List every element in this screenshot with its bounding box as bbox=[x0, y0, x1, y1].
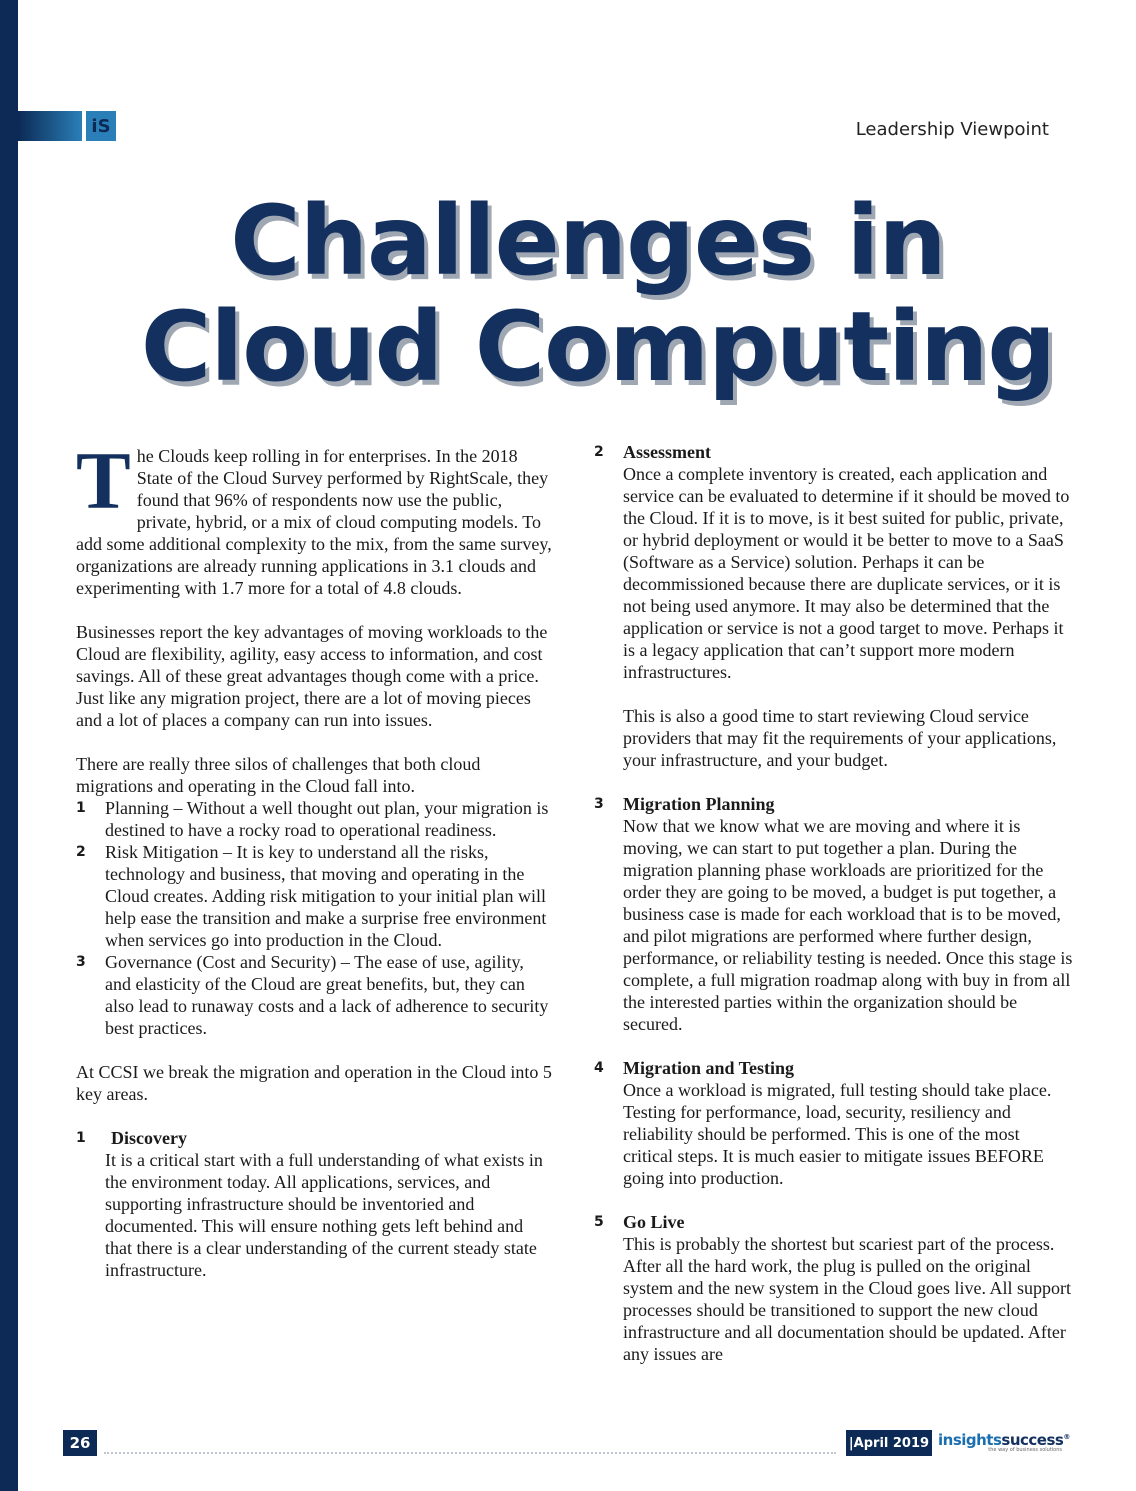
list-number: 2 bbox=[76, 844, 86, 860]
key-area-text: Once a workload is migrated, full testing should take place. Testing for performance, load, security, resiliency and reliability should be performed. This is one of the most critical steps. It is much easier to mitigate issues BEFORE going into production. bbox=[623, 1080, 1052, 1188]
header-gradient-strip bbox=[18, 111, 82, 141]
key-areas-intro: At CCSI we break the migration and operation in the Cloud into 5 key areas. bbox=[76, 1062, 552, 1104]
key-area-assessment bbox=[594, 441, 1074, 771]
key-area-heading: Discovery bbox=[111, 1128, 187, 1148]
magazine-logo-text: iS bbox=[91, 115, 111, 137]
page-number: 26 bbox=[63, 1430, 97, 1456]
key-area-migration-planning bbox=[594, 793, 1074, 1035]
silos-block bbox=[76, 753, 554, 1039]
list-item bbox=[76, 951, 554, 1039]
title-line-1: Challenges in bbox=[230, 185, 946, 297]
brand-wordmark: insightssuccess® bbox=[938, 1431, 1070, 1449]
right-column bbox=[594, 441, 1074, 1387]
key-area-heading: Migration Planning bbox=[623, 794, 775, 814]
key-area-text: Now that we know what we are moving and where it is moving, we can start to put together a plan. During the migration planning phase workloads are prioritized for the order they are going to be moved, a budget is put together, a business case is made for each workload that is to be moved, and pilot migrations are performed where further design, performance, or reliability testing is needed. Once this stage is complete, a full migration roadmap along with buy in from all the interested parties within the organization should be secured. bbox=[623, 816, 1073, 1034]
list-number: 3 bbox=[76, 954, 86, 970]
intro-paragraph bbox=[76, 435, 554, 599]
key-area-heading: Assessment bbox=[623, 442, 711, 462]
key-area-text-2: This is also a good time to start reviewing Cloud service providers that may fit the requirements of your applications, your infrastructure, and your budget. bbox=[623, 706, 1057, 770]
magazine-logo bbox=[86, 111, 116, 141]
list-item bbox=[76, 797, 554, 841]
key-area-migration-testing bbox=[594, 1057, 1074, 1189]
key-area-heading: Migration and Testing bbox=[623, 1058, 795, 1078]
key-area-discovery bbox=[76, 1127, 554, 1281]
silos-list bbox=[76, 797, 554, 1039]
advantages-paragraph: Businesses report the key advantages of moving workloads to the Cloud are flexibility, agility, easy access to information, and cost savings. All of these great advantages though come with a price. Just like any migration project, there are a lot of moving pieces and a lot of places a company can run into issues. bbox=[76, 622, 548, 730]
list-item-text: Risk Mitigation – It is key to understand all the risks, technology and business, that moving and operating in the Cloud creates. Adding risk mitigation to your initial plan will help ease the transition and make a surprise free environment when services go into production in the Cloud. bbox=[105, 842, 547, 950]
list-number: 1 bbox=[76, 800, 86, 816]
key-area-number: 3 bbox=[594, 796, 604, 812]
key-area-number: 2 bbox=[594, 444, 604, 460]
brand-tagline: the way of business solutions bbox=[988, 1447, 1062, 1453]
key-area-number: 1 bbox=[76, 1130, 86, 1146]
intro-text: he Clouds keep rolling in for enterprises. In the 2018 State of the Cloud Survey performed by RightScale, they found that 96% of respondents now use the public, private, hybrid, or a mix of cloud computing models. To add some additional complexity to the mix, from the same survey, organizations are already running applications in 3.1 clouds and experimenting with 1.7 more for a total of 4.8 clouds. bbox=[76, 446, 552, 598]
article-title bbox=[0, 185, 1136, 403]
brand-logo bbox=[938, 1430, 1070, 1460]
left-column bbox=[76, 435, 554, 1303]
key-area-number: 5 bbox=[594, 1214, 604, 1230]
section-label: Leadership Viewpoint bbox=[855, 119, 1049, 140]
footer-divider bbox=[104, 1452, 836, 1454]
key-area-heading: Go Live bbox=[623, 1212, 685, 1232]
drop-cap: T bbox=[76, 435, 131, 526]
title-line-2: Cloud Computing bbox=[140, 291, 1056, 403]
key-area-text: This is probably the shortest but scariest part of the process. After all the hard work, the plug is pulled on the original system and the new system in the Cloud goes live. All support processes should be transitioned to support the new cloud infrastructure and all documentation should be updated. After any issues are bbox=[623, 1234, 1071, 1364]
key-area-go-live bbox=[594, 1211, 1074, 1365]
list-item bbox=[76, 841, 554, 951]
key-area-number: 4 bbox=[594, 1060, 604, 1076]
key-area-text: Once a complete inventory is created, each application and service can be evaluated to determine if it should be moved to the Cloud. If it is to move, is it best suited for public, private, or hybrid deployment or would it be better to move to a SaaS (Software as a Service) solution. Perhaps it can be decommissioned because there are duplicate services, or it is not being used anymore. It may also be determined that the application or service is not a good target to move. Perhaps it is a legacy application that can’t support more modern infrastructures. bbox=[623, 464, 1070, 682]
list-item-text: Governance (Cost and Security) – The ease of use, agility, and elasticity of the Cloud are great benefits, but, they can also lead to runaway costs and a lack of adherence to security best practices. bbox=[105, 952, 549, 1038]
silos-intro: There are really three silos of challenges that both cloud migrations and operating in the Cloud fall into. bbox=[76, 754, 481, 796]
list-item-text: Planning – Without a well thought out plan, your migration is destined to have a rocky road to operational readiness. bbox=[105, 798, 549, 840]
issue-date: |April 2019 bbox=[846, 1430, 932, 1456]
key-area-text: It is a critical start with a full understanding of what exists in the environment today. All applications, services, and supporting infrastructure should be inventoried and documented. This will ensure nothing gets left behind and that there is a clear understanding of the current steady state infrastructure. bbox=[105, 1150, 543, 1280]
